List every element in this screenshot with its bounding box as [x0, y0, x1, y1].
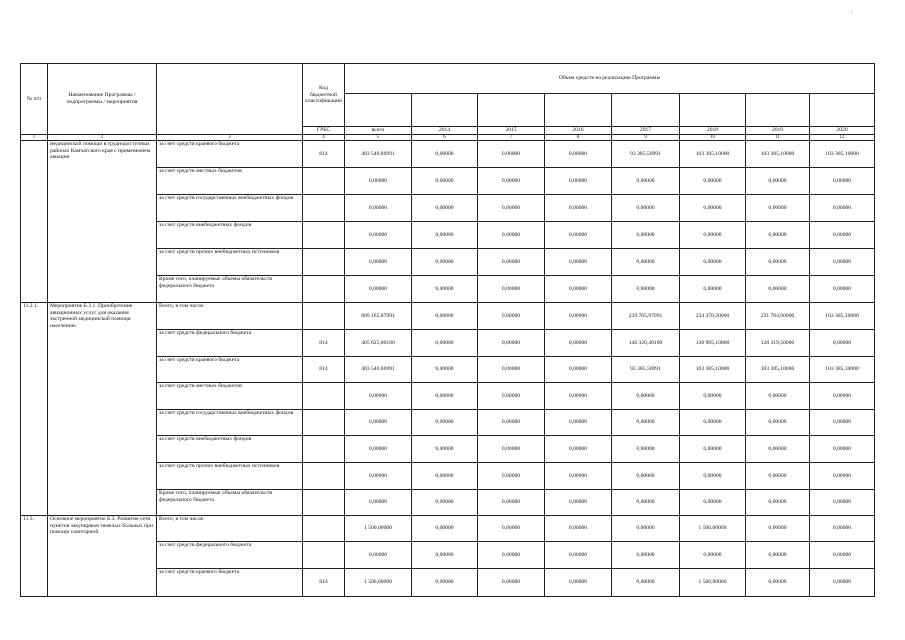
grbs-code — [303, 463, 345, 490]
value-total: 1 500,00000 — [345, 569, 412, 597]
value-year: 0,00000 — [680, 383, 746, 410]
funding-source: Всего, в том числе: — [157, 303, 303, 330]
value-year: 103 385,10000 — [810, 303, 875, 330]
value-year: 0,00000 — [412, 569, 478, 597]
column-number: 1 — [21, 135, 48, 141]
column-number: 6 — [412, 135, 478, 141]
header-year: 2014 — [412, 127, 478, 135]
measure-name: Мероприятие Б.3.1. Приобретение авиационных услуг для оказания экстренной медицинской помощи населению — [48, 303, 157, 516]
value-year: 103 385,10000 — [810, 141, 875, 168]
value-year: 0,00000 — [810, 569, 875, 597]
value-total: 809 165,87091 — [345, 303, 412, 330]
value-year: 0,00000 — [680, 276, 746, 303]
funding-source: Кроме того, планируемые объемы обязательств федерального бюджета — [157, 490, 303, 516]
value-year: 231 704,60000 — [746, 303, 810, 330]
value-year: 0,00000 — [612, 249, 680, 276]
value-year: 0,00000 — [545, 436, 612, 463]
value-year: 146 320,40100 — [612, 330, 680, 357]
value-year: 0,00000 — [545, 141, 612, 168]
row-number — [21, 141, 48, 303]
value-total: 405 625,00100 — [345, 330, 412, 357]
column-number: 8 — [545, 135, 612, 141]
table-row — [21, 516, 875, 542]
value-total: 0,00000 — [345, 436, 412, 463]
value-year: 0,00000 — [746, 569, 810, 597]
value-year: 0,00000 — [746, 490, 810, 516]
grbs-code — [303, 249, 345, 276]
value-year: 0,00000 — [412, 303, 478, 330]
column-number: 7 — [478, 135, 545, 141]
value-year: 0,00000 — [810, 410, 875, 436]
funding-source: Кроме того, планируемые объемы обязательств федерального бюджета — [157, 276, 303, 303]
funding-source: за счет средств государственных внебюджетных фондов — [157, 195, 303, 222]
value-year: 0,00000 — [810, 542, 875, 569]
grbs-code: 814 — [303, 357, 345, 383]
value-year: 0,00000 — [545, 490, 612, 516]
value-year: 128 319,50000 — [746, 330, 810, 357]
value-year: 0,00000 — [612, 490, 680, 516]
grbs-code: 814 — [303, 141, 345, 168]
value-year: 239 705,97091 — [612, 303, 680, 330]
value-year: 0,00000 — [612, 569, 680, 597]
grbs-code: 814 — [303, 569, 345, 597]
value-year: 0,00000 — [478, 276, 545, 303]
value-year: 0,00000 — [412, 463, 478, 490]
funding-source: Всего, в том числе: — [157, 516, 303, 542]
column-number: 12 — [810, 135, 875, 141]
value-year: 103 385,10000 — [680, 357, 746, 383]
row-number: 11.2.1. — [21, 303, 48, 516]
header-year: 2016 — [545, 127, 612, 135]
funding-source: за счет средств краевого бюджета — [157, 141, 303, 168]
value-year: 0,00000 — [612, 276, 680, 303]
value-year: 0,00000 — [680, 168, 746, 195]
value-year: 0,00000 — [478, 463, 545, 490]
value-year: 1 500,00000 — [680, 516, 746, 542]
value-year: 0,00000 — [478, 357, 545, 383]
value-total: 0,00000 — [345, 249, 412, 276]
value-year: 0,00000 — [412, 168, 478, 195]
value-year: 0,00000 — [810, 516, 875, 542]
value-year: 0,00000 — [746, 276, 810, 303]
grbs-code — [303, 542, 345, 569]
value-year: 0,00000 — [478, 303, 545, 330]
value-year: 0,00000 — [545, 330, 612, 357]
header-grbs: ГРБС — [303, 127, 345, 135]
value-year: 0,00000 — [810, 222, 875, 249]
value-year: 0,00000 — [545, 542, 612, 569]
value-total: 0,00000 — [345, 410, 412, 436]
value-year: 0,00000 — [810, 383, 875, 410]
value-year: 0,00000 — [810, 330, 875, 357]
value-year: 0,00000 — [680, 195, 746, 222]
value-year: 0,00000 — [612, 436, 680, 463]
value-year: 0,00000 — [412, 249, 478, 276]
value-year: 0,00000 — [612, 463, 680, 490]
value-year: 0,00000 — [680, 410, 746, 436]
value-year: 0,00000 — [746, 168, 810, 195]
funding-source: за счет средств федерального бюджета — [157, 330, 303, 357]
value-year: 0,00000 — [746, 516, 810, 542]
value-year: 0,00000 — [680, 490, 746, 516]
value-year: 0,00000 — [545, 303, 612, 330]
value-year: 0,00000 — [612, 383, 680, 410]
header-year: 2018 — [680, 127, 746, 135]
value-year: 0,00000 — [478, 410, 545, 436]
scan-mark: ' — [851, 12, 853, 18]
value-year: 0,00000 — [478, 542, 545, 569]
value-year: 0,00000 — [545, 249, 612, 276]
value-year: 234 370,20000 — [680, 303, 746, 330]
value-year: 0,00000 — [545, 222, 612, 249]
header-funding: Объем средств на реализацию Программы — [345, 64, 875, 94]
row-number: 11.3. — [21, 516, 48, 597]
grbs-code — [303, 195, 345, 222]
header-year: 2020 — [810, 127, 875, 135]
value-year: 0,00000 — [545, 195, 612, 222]
value-year: 0,00000 — [680, 436, 746, 463]
funding-table — [20, 63, 875, 597]
value-year: 130 985,10000 — [680, 330, 746, 357]
value-year: 0,00000 — [545, 276, 612, 303]
value-year: 0,00000 — [412, 357, 478, 383]
column-number: 10 — [680, 135, 746, 141]
table-body — [21, 141, 875, 597]
value-year: 93 385,56991 — [612, 141, 680, 168]
funding-source: за счет средств внебюджетных фондов — [157, 436, 303, 463]
value-year: 0,00000 — [412, 542, 478, 569]
header-blank — [810, 94, 875, 127]
value-year: 103 385,10000 — [680, 141, 746, 168]
header-year: 2017 — [612, 127, 680, 135]
grbs-code — [303, 410, 345, 436]
table-row — [21, 141, 875, 168]
value-year: 0,00000 — [412, 141, 478, 168]
value-year: 1 500,00000 — [680, 569, 746, 597]
value-total: 0,00000 — [345, 383, 412, 410]
value-year: 0,00000 — [478, 383, 545, 410]
column-number: 3 — [157, 135, 303, 141]
column-number: 2 — [48, 135, 157, 141]
value-year: 0,00000 — [478, 436, 545, 463]
value-year: 0,00000 — [478, 222, 545, 249]
value-year: 103 385,10000 — [810, 357, 875, 383]
value-year: 0,00000 — [545, 357, 612, 383]
funding-source: за счет средств федерального бюджета — [157, 542, 303, 569]
grbs-code — [303, 168, 345, 195]
value-year: 93 385,56991 — [612, 357, 680, 383]
column-number: 11 — [746, 135, 810, 141]
funding-source: за счет средств краевого бюджета — [157, 357, 303, 383]
value-total: 1 500,00000 — [345, 516, 412, 542]
funding-source: за счет средств местных бюджетов — [157, 383, 303, 410]
grbs-code — [303, 436, 345, 463]
value-year: 0,00000 — [412, 195, 478, 222]
value-year: 0,00000 — [412, 276, 478, 303]
funding-source: за счет средств краевого бюджета — [157, 569, 303, 597]
value-year: 0,00000 — [478, 168, 545, 195]
value-year: 0,00000 — [746, 249, 810, 276]
value-year: 0,00000 — [545, 463, 612, 490]
value-year: 0,00000 — [810, 249, 875, 276]
value-year: 0,00000 — [412, 490, 478, 516]
header-blank — [412, 94, 478, 127]
value-year: 0,00000 — [478, 569, 545, 597]
measure-name: Основное мероприятие Б.3. Развитие сети пунктов закупщиков тяжелых больных при помощи санитарной — [48, 516, 157, 597]
value-year: 0,00000 — [746, 222, 810, 249]
value-year: 0,00000 — [412, 410, 478, 436]
funding-table-page — [20, 63, 874, 597]
grbs-code — [303, 276, 345, 303]
value-year: 0,00000 — [612, 222, 680, 249]
value-year: 0,00000 — [478, 249, 545, 276]
value-year: 0,00000 — [412, 516, 478, 542]
header-name: Наименование Программы / подпрограммы / мероприятия — [48, 64, 157, 135]
funding-source: за счет средств государственных внебюджетных фондов — [157, 410, 303, 436]
value-total: 0,00000 — [345, 490, 412, 516]
header-year: 2015 — [478, 127, 545, 135]
measure-name: медицинской помощи в труднодоступных районах Камчатского края с применением авиации — [48, 141, 157, 303]
grbs-code — [303, 383, 345, 410]
value-year: 0,00000 — [680, 463, 746, 490]
value-year: 0,00000 — [412, 383, 478, 410]
value-year: 0,00000 — [545, 168, 612, 195]
value-year: 0,00000 — [746, 195, 810, 222]
value-total: 403 540,86991 — [345, 141, 412, 168]
value-year: 0,00000 — [478, 330, 545, 357]
value-year: 0,00000 — [612, 168, 680, 195]
header-source-blank — [157, 64, 303, 135]
value-total: 0,00000 — [345, 463, 412, 490]
header-blank — [680, 94, 746, 127]
value-year: 0,00000 — [412, 222, 478, 249]
funding-source: за счет средств местных бюджетов — [157, 168, 303, 195]
grbs-code: 814 — [303, 330, 345, 357]
value-year: 0,00000 — [545, 569, 612, 597]
value-year: 0,00000 — [545, 410, 612, 436]
value-year: 0,00000 — [746, 542, 810, 569]
value-year: 0,00000 — [478, 516, 545, 542]
column-number: 5 — [345, 135, 412, 141]
funding-source: за счет средств внебюджетных фондов — [157, 222, 303, 249]
value-year: 0,00000 — [680, 249, 746, 276]
value-year: 0,00000 — [478, 141, 545, 168]
value-total: 0,00000 — [345, 195, 412, 222]
header-blank — [746, 94, 810, 127]
value-year: 0,00000 — [478, 490, 545, 516]
funding-source: за счет средств прочих внебюджетных источников — [157, 463, 303, 490]
value-year: 0,00000 — [810, 276, 875, 303]
value-year: 0,00000 — [810, 436, 875, 463]
column-number: 9 — [612, 135, 680, 141]
value-year: 0,00000 — [746, 463, 810, 490]
value-year: 0,00000 — [412, 330, 478, 357]
column-number: 4 — [303, 135, 345, 141]
value-year: 0,00000 — [612, 542, 680, 569]
value-total: 0,00000 — [345, 542, 412, 569]
value-year: 0,00000 — [545, 383, 612, 410]
value-year: 0,00000 — [746, 410, 810, 436]
table-row — [21, 303, 875, 330]
value-year: 0,00000 — [612, 516, 680, 542]
grbs-code — [303, 516, 345, 542]
value-year: 0,00000 — [612, 195, 680, 222]
value-year: 0,00000 — [412, 436, 478, 463]
value-year: 0,00000 — [612, 410, 680, 436]
value-total: 0,00000 — [345, 276, 412, 303]
value-total: 0,00000 — [345, 222, 412, 249]
value-year: 0,00000 — [810, 463, 875, 490]
header-blank — [478, 94, 545, 127]
value-year: 0,00000 — [810, 490, 875, 516]
value-year: 0,00000 — [810, 195, 875, 222]
funding-source: за счет средств прочих внебюджетных источников — [157, 249, 303, 276]
value-year: 0,00000 — [746, 383, 810, 410]
value-year: 103 385,10000 — [746, 357, 810, 383]
grbs-code — [303, 303, 345, 330]
header-code: Код бюджетной классификации — [303, 64, 345, 127]
header-total: всего — [345, 127, 412, 135]
header-num: № п/п — [21, 64, 48, 135]
value-year: 0,00000 — [810, 168, 875, 195]
value-total: 0,00000 — [345, 168, 412, 195]
value-year: 0,00000 — [746, 436, 810, 463]
value-total: 403 540,86991 — [345, 357, 412, 383]
value-year: 0,00000 — [680, 542, 746, 569]
value-year: 0,00000 — [680, 222, 746, 249]
value-year: 0,00000 — [545, 516, 612, 542]
grbs-code — [303, 222, 345, 249]
value-year: 0,00000 — [478, 195, 545, 222]
header-year: 2019 — [746, 127, 810, 135]
header-blank — [545, 94, 612, 127]
grbs-code — [303, 490, 345, 516]
header-blank — [345, 94, 412, 127]
header-blank — [612, 94, 680, 127]
value-year: 103 385,10000 — [746, 141, 810, 168]
